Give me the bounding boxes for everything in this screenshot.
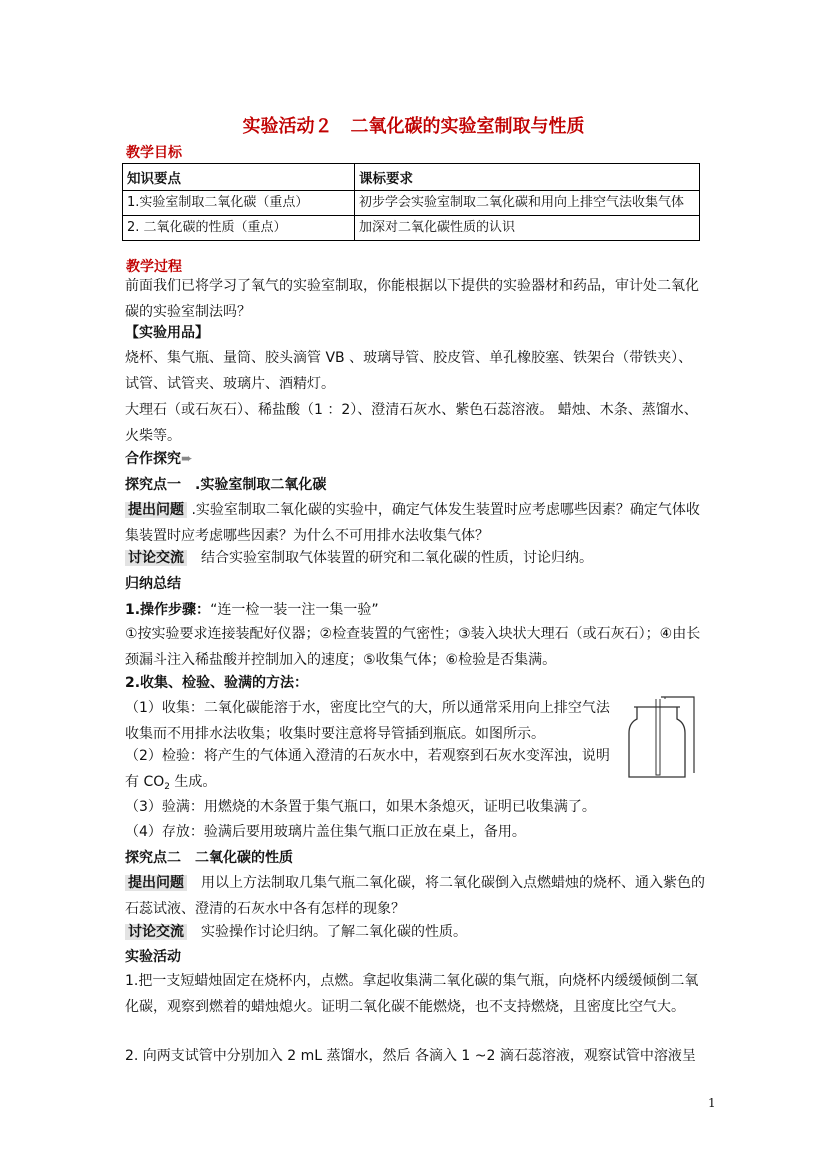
collect-heading: 2.收集、检验、验满的方法： bbox=[125, 675, 309, 691]
coop-label: 合作探究 bbox=[125, 451, 181, 467]
steps-title: 1.操作步骤： bbox=[125, 602, 211, 618]
summary-heading: 归纳总结 bbox=[125, 576, 181, 592]
collect-method: （1）收集：二氧化碳能溶于水，密度比空气的大，所以通常采用向上排空气法收集而不用排水法收集；收集时要注意将导管插到瓶底。如图所示。 bbox=[125, 700, 610, 742]
intro-paragraph: 前面我们已将学习了氧气的实验室制取，你能根据以下提供的实验器材和药品，审计处二氧化碳的实验室制法吗？ bbox=[125, 278, 699, 320]
ask-label: 提出问题 bbox=[125, 502, 187, 518]
arrow-icon: ➨ bbox=[181, 451, 193, 467]
process-heading: 教学过程 bbox=[126, 259, 182, 275]
table-cell: 1.实验室制取二氧化碳（重点） bbox=[123, 191, 355, 216]
table-cell: 加深对二氧化碳性质的认识 bbox=[355, 216, 700, 241]
check-text: （2）检验：将产生的气体通入澄清的石灰水中，若观察到石灰水变浑浊，说明有 CO bbox=[125, 748, 610, 790]
page-title: 实验活动２ 二氧化碳的实验室制取与性质 bbox=[242, 116, 585, 137]
activity-heading: 实验活动 bbox=[125, 949, 181, 965]
supplies-heading: 【实验用品】 bbox=[125, 325, 209, 341]
inserted-tube bbox=[656, 699, 660, 775]
discuss1-paragraph bbox=[125, 545, 705, 571]
table-row bbox=[123, 216, 700, 241]
supplies-equipment: 烧杯、集气瓶、量筒、胶头滴管 VB 、玻璃导管、胶皮管、单孔橡胶塞、铁架台（带铁夹）、试管、试管夹、玻璃片、酒精灯。 bbox=[125, 350, 693, 392]
point1-heading: 探究点一 .实验室制取二氧化碳 bbox=[125, 477, 327, 493]
discuss2-text: 实验操作讨论归纳。了解二氧化碳的性质。 bbox=[187, 924, 467, 940]
discuss2-paragraph bbox=[125, 919, 705, 945]
storage-method: （4）存放：验满后要用玻璃片盖住集气瓶口正放在桌上，备用。 bbox=[125, 824, 526, 840]
table-cell: 2. 二氧化碳的性质（重点） bbox=[123, 216, 355, 241]
discuss-label: 讨论交流 bbox=[125, 924, 187, 940]
steps-line bbox=[125, 597, 705, 623]
table-header: 知识要点 bbox=[123, 164, 355, 191]
table-cell: 初步学会实验室制取二氧化碳和用向上排空气法收集气体 bbox=[355, 191, 700, 216]
goals-heading: 教学目标 bbox=[126, 145, 182, 161]
steps-quote: “连一检一装一注一集一验” bbox=[210, 602, 379, 618]
full-check-method: （3）验满：用燃烧的木条置于集气瓶口，如果木条熄灭，证明已收集满了。 bbox=[125, 799, 596, 815]
supplies-chemicals: 大理石（或石灰石）、稀盐酸（1 ：2）、澄清石灰水、紫色石蕊溶液。 蜡烛、木条、蒸馏水、火柴等。 bbox=[125, 402, 698, 444]
gas-jar bbox=[629, 707, 685, 777]
table-header-row bbox=[123, 164, 700, 191]
co2-subscript: 2 bbox=[164, 782, 170, 792]
activity-step-2: 2. 向两支试管中分别加入 2 mL 蒸馏水，然后 各滴入 1 ~2 滴石蕊溶液，观察试管中溶液呈 bbox=[125, 1048, 696, 1064]
check-method bbox=[125, 743, 620, 800]
coop-heading bbox=[125, 446, 705, 472]
discuss1-text: 结合实验室制取气体装置的研究和二氧化碳的性质，讨论归纳。 bbox=[187, 550, 593, 566]
check-text-end: 生成。 bbox=[169, 774, 217, 790]
activity-step-1: 1.把一支短蜡烛固定在烧杯内，点燃。拿起收集满二氧化碳的集气瓶，向烧杯内缓缓倾倒二氧化碳，观察到燃着的蜡烛熄火。证明二氧化碳不能燃烧，也不支持燃烧，且密度比空气大。 bbox=[125, 973, 699, 1015]
ask-label: 提出问题 bbox=[125, 875, 187, 891]
ask1-text: .实验室制取二氧化碳的实验中，确定气体发生装置时应考虑哪些因素？确定气体收集装置时应考虑哪些因素？为什么不可用排水法收集气体？ bbox=[125, 502, 700, 544]
gas-jar-diagram bbox=[627, 693, 699, 781]
steps-detail: ①按实验要求连接装配好仪器；②检查装置的气密性；③装入块状大理石（或石灰石）；④由长颈漏斗注入稀盐酸并控制加入的速度；⑤收集气体；⑥检验是否集满。 bbox=[125, 626, 701, 668]
table-header: 课标要求 bbox=[355, 164, 700, 191]
page-number: 1 bbox=[708, 1096, 716, 1110]
ask1-paragraph bbox=[125, 497, 705, 549]
ask2-text: 用以上方法制取几集气瓶二氧化碳，将二氧化碳倒入点燃蜡烛的烧杯、通入紫色的石蕊试液、澄清的石灰水中各有怎样的现象？ bbox=[125, 875, 705, 917]
table-row bbox=[123, 191, 700, 216]
goals-table bbox=[122, 163, 700, 241]
ask2-paragraph bbox=[125, 870, 705, 922]
discuss-label: 讨论交流 bbox=[125, 550, 187, 566]
point2-heading: 探究点二 二氧化碳的性质 bbox=[125, 850, 293, 866]
